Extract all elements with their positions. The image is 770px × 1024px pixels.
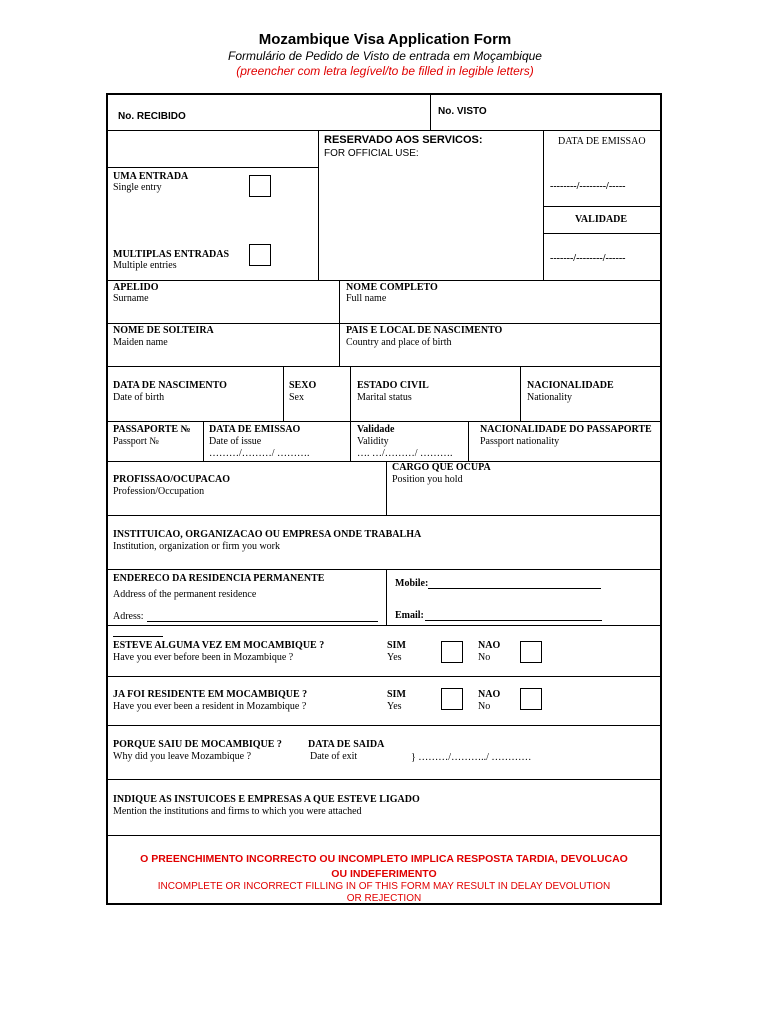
email-line[interactable]	[425, 620, 602, 621]
estado-civil-label: ESTADO CIVIL	[357, 380, 429, 391]
uma-entrada-label: UMA ENTRADA	[113, 171, 189, 182]
sexo-label: SEXO	[289, 380, 317, 391]
no-visto-label: No. VISTO	[438, 106, 487, 117]
validade-label: VALIDADE	[575, 214, 628, 225]
mobile-line[interactable]	[428, 588, 601, 589]
reservado-label: RESERVADO AOS SERVICOS:	[324, 134, 483, 146]
email-label: Email:	[395, 610, 424, 621]
been-yes-checkbox[interactable]	[441, 641, 463, 663]
mobile-label: Mobile:	[395, 578, 429, 589]
date-of-birth-label: Date of birth	[113, 392, 165, 403]
profession-label: Profession/Occupation	[113, 486, 205, 497]
resident-no-checkbox[interactable]	[520, 688, 542, 710]
validity-dots: …. …/………/ ……….	[357, 448, 453, 459]
multiple-entries-checkbox[interactable]	[249, 244, 271, 266]
nao-label-1: NAO	[478, 640, 501, 651]
warning-pt-line-2: OU INDEFERIMENTO	[331, 868, 437, 880]
data-nascimento-label: DATA DE NASCIMENTO	[113, 380, 227, 391]
instituicao-label: INSTITUICAO, ORGANIZACAO OU EMPRESA ONDE TRABALHA	[113, 529, 422, 540]
endereco-label: ENDERECO DA RESIDENCIA PERMANENTE	[113, 573, 325, 584]
warning-en-line-2: OR REJECTION	[346, 893, 422, 904]
resident-yes-checkbox[interactable]	[441, 688, 463, 710]
pais-local-label: PAIS E LOCAL DE NASCIMENTO	[346, 325, 503, 336]
address-perm-label: Address of the permanent residence	[113, 589, 257, 600]
data-saida-label: DATA DE SAIDA	[308, 739, 385, 750]
apelido-label: APELIDO	[113, 282, 159, 293]
nationality-label: Nationality	[527, 392, 572, 403]
warning-pt-line-1: O PREENCHIMENTO INCORRECTO OU INCOMPLETO IMPLICA RESPOSTA TARDIA, DEVOLUCAO	[140, 853, 628, 865]
date-of-issue-label: Date of issue	[209, 436, 262, 447]
maiden-name-label: Maiden name	[113, 337, 168, 348]
mention-label: Mention the institutions and firms to which you were attached	[113, 806, 362, 817]
sim-label-1: SIM	[387, 640, 406, 651]
passport-no-label: Passport №	[113, 436, 159, 447]
sex-label: Sex	[289, 392, 304, 403]
issue-date-placeholder: --------/--------/-----	[550, 181, 626, 192]
validity-date-placeholder: -------/--------/------	[550, 253, 626, 264]
cargo-label: CARGO QUE OCUPA	[392, 462, 491, 473]
no-label-1: No	[478, 652, 491, 663]
form-title: Mozambique Visa Application Form	[258, 31, 512, 48]
single-entry-label: Single entry	[113, 182, 162, 193]
exit-date-dots: } ………/………../ …………	[411, 752, 532, 763]
full-name-label: Full name	[346, 293, 387, 304]
issue-date-dots: ………/………/ ……….	[209, 448, 310, 459]
country-place-label: Country and place of birth	[346, 337, 452, 348]
no-label-2: No	[478, 701, 491, 712]
short-rule	[113, 636, 163, 637]
sim-label-2: SIM	[387, 689, 406, 700]
date-exit-label: Date of exit	[310, 751, 358, 762]
multiple-entries-label: Multiple entries	[113, 260, 177, 271]
passport-nationality-label: Passport nationality	[480, 436, 560, 447]
multiplas-label: MULTIPLAS ENTRADAS	[113, 249, 230, 260]
nao-label-2: NAO	[478, 689, 501, 700]
form-legibility-note: (preencher com letra legível/to be filled in legible letters)	[236, 64, 534, 78]
porque-label: PORQUE SAIU DE MOCAMBIQUE ?	[113, 739, 282, 750]
nac-passaporte-label: NACIONALIDADE DO PASSAPORTE	[480, 424, 652, 435]
surname-label: Surname	[113, 293, 149, 304]
nome-solteira-label: NOME DE SOLTEIRA	[113, 325, 214, 336]
institution-label: Institution, organization or firm you work	[113, 541, 281, 552]
marital-status-label: Marital status	[357, 392, 412, 403]
nome-completo-label: NOME COMPLETO	[346, 282, 438, 293]
form-subtitle: Formulário de Pedido de Visto de entrada em Moçambique	[228, 49, 542, 63]
data-emissao-passport-label: DATA DE EMISSAO	[209, 424, 301, 435]
single-entry-checkbox[interactable]	[249, 175, 271, 197]
yes-label-1: Yes	[387, 652, 402, 663]
adress-label: Adress:	[113, 611, 144, 622]
have-resident-label: Have you ever been a resident in Mozambique ?	[113, 701, 307, 712]
adress-line[interactable]	[147, 621, 378, 622]
nacionalidade-label: NACIONALIDADE	[527, 380, 614, 391]
profissao-label: PROFISSAO/OCUPACAO	[113, 474, 231, 485]
position-label: Position you hold	[392, 474, 463, 485]
data-emissao-label: DATA DE EMISSAO	[558, 136, 646, 147]
esteve-label: ESTEVE ALGUMA VEZ EM MOCAMBIQUE ?	[113, 640, 325, 651]
for-official-label: FOR OFFICIAL USE:	[324, 148, 419, 159]
validity-label: Validity	[357, 436, 389, 447]
passaporte-label: PASSAPORTE №	[113, 424, 191, 435]
foi-residente-label: JA FOI RESIDENTE EM MOCAMBIQUE ?	[113, 689, 308, 700]
been-no-checkbox[interactable]	[520, 641, 542, 663]
no-recibido-label: No. RECIBIDO	[118, 111, 186, 122]
have-been-label: Have you ever before been in Mozambique ?	[113, 652, 294, 663]
why-leave-label: Why did you leave Mozambique ?	[113, 751, 252, 762]
validade-passport-label: Validade	[357, 424, 395, 435]
warning-en-line-1: INCOMPLETE OR INCORRECT FILLING IN OF THIS FORM MAY RESULT IN DELAY DEVOLUTION	[157, 881, 611, 892]
yes-label-2: Yes	[387, 701, 402, 712]
indique-label: INDIQUE AS INSTUICOES E EMPRESAS A QUE ESTEVE LIGADO	[113, 794, 420, 805]
